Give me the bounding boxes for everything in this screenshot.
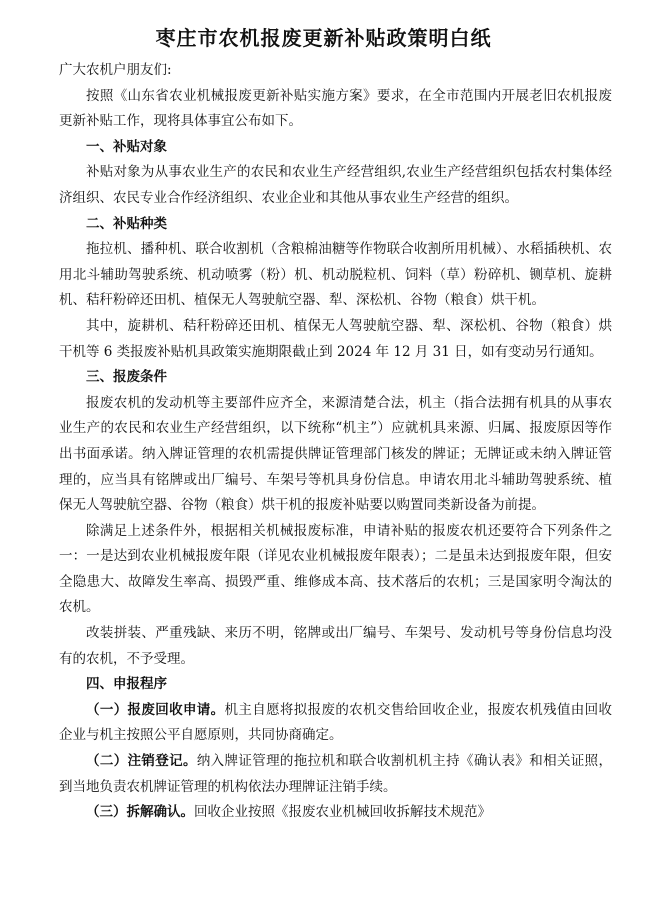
section-heading-subsidy-types: 二、补贴种类	[86, 215, 167, 232]
procedure-step-3	[59, 800, 612, 826]
procedure-step-1	[59, 698, 612, 749]
step-3-label: （三）拆解确认。	[86, 804, 194, 821]
subsidy-types-paragraph: 拖拉机、播种机、联合收割机（含粮棉油糖等作物联合收割所用机械）、水稻插秧机、农用北斗辅助驾驶系统、机动喷雾（粉）机、机动脱粒机、饲料（草）粉碎机、铡草机、旋耕机、秸秆粉碎还田机、植保无人驾驶航空器、犁、深松机、谷物（粮食）烘干机。	[59, 241, 612, 309]
scrap-conditions-paragraph: 报废农机的发动机等主要部件应齐全，来源清楚合法，机主（指合法拥有机具的从事农业生产的农民和农业生产经营组织，以下统称“机主”）应就机具来源、归属、报废原因等作出书面承诺。纳入牌证管理的农机需提供牌证管理部门核发的牌证；无牌证或未纳入牌证管理的，应当具有铭牌或出厂编号、车架号等机具身份信息。申请农用北斗辅助驾驶系统、植保无人驾驶航空器、谷物（粮食）烘干机的报废补贴要以购置同类新设备为前提。	[59, 394, 612, 514]
document-body	[59, 58, 612, 826]
step-2-text: 纳入牌证管理的拖拉机和联合收割机机主持《确认表》和相关证照，到当地负责农机牌证管理的机构依法办理牌证注销手续。	[59, 753, 613, 795]
step-1-text: 机主自愿将拟报废的农机交售给回收企业，报废农机残值由回收企业与机主按照公平自愿原则，共同协商确定。	[59, 701, 613, 744]
procedure-step-2	[59, 749, 612, 800]
subsidy-target-paragraph: 补贴对象为从事农业生产的农民和农业生产经营组织,农业生产经营组织包括农村集体经济组织、农民专业合作经济组织、农业企业和其他从事农业生产经营的组织。	[59, 164, 612, 206]
step-2-label: （二）注销登记。	[86, 753, 197, 770]
document-title: 枣庄市农机报废更新补贴政策明白纸	[155, 26, 492, 50]
intro-paragraph: 按照《山东省农业机械报废更新补贴实施方案》要求，在全市范围内开展老旧农机报废更新补贴工作，现将具体事宜公布如下。	[59, 87, 612, 130]
step-1-label: （一）报废回收申请。	[86, 701, 225, 718]
rejection-paragraph: 改装拼装、严重残缺、来历不明，铭牌或出厂编号、车架号、发动机号等身份信息均没有的农机，不予受理。	[59, 625, 612, 667]
salutation: 广大农机户朋友们:	[59, 62, 172, 78]
section-heading-application-procedure: 四、申报程序	[86, 676, 167, 693]
section-heading-scrap-conditions: 三、报废条件	[86, 369, 167, 386]
additional-conditions-paragraph: 除满足上述条件外，根据相关机械报废标准，申请补贴的报废农机还要符合下列条件之一：一是达到农业机械报废年限（详见农业机械报废年限表）；二是虽未达到报废年限，但安全隐患大、故障发生率高、损毁严重、维修成本高、技术落后的农机；三是国家明令淘汰的农机。	[59, 522, 612, 616]
subsidy-deadline-paragraph: 其中，旋耕机、秸秆粉碎还田机、植保无人驾驶航空器、犁、深松机、谷物（粮食）烘干机等 6 类报废补贴机具政策实施期限截止到 2024 年 12 月 31 日，如有变动另行通知。	[59, 317, 612, 360]
section-heading-subsidy-target: 一、补贴对象	[86, 138, 167, 155]
step-3-text: 回收企业按照《报废农业机械回收拆解技术规范》	[194, 804, 491, 821]
